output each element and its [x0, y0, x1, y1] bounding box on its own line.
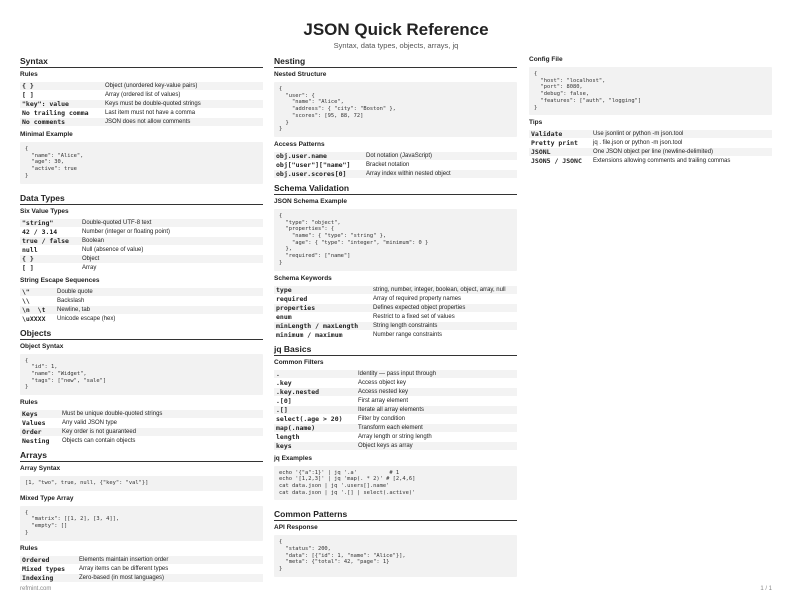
page-subtitle: Syntax, data types, objects, arrays, jq [333, 41, 459, 50]
row-key: [ ] [20, 91, 103, 100]
table-row [20, 564, 263, 573]
table-row [274, 441, 517, 450]
row-key: .key.nested [274, 387, 356, 396]
column-3 [529, 56, 772, 170]
row-description: Null (absence of value) [80, 245, 263, 254]
jq-filters-table [274, 370, 517, 451]
row-description: Number range constraints [371, 330, 517, 339]
code-block-minimal-example: { "name": "Alice", "age": 30, "active": true } [20, 142, 263, 184]
table-row [20, 254, 263, 263]
section-title-data-types: Data Types [20, 193, 263, 205]
subsection-config-file: Config File [529, 56, 563, 63]
table-row [274, 330, 517, 339]
row-description: Array index within nested object [364, 169, 517, 178]
row-description: Number (integer or floating point) [80, 227, 263, 236]
subsection-array-syntax: Array Syntax [20, 465, 61, 473]
row-description: Dot notation (JavaScript) [364, 152, 517, 161]
section-title-objects: Objects [20, 328, 263, 340]
subsection-object-rules: Rules [20, 399, 38, 407]
table-row [20, 288, 263, 297]
table-row [20, 428, 263, 437]
row-key: \\ [20, 296, 55, 305]
row-description: Access object key [356, 378, 517, 387]
row-description: Key order is not guaranteed [60, 428, 263, 437]
code-block-json-schema-example: { "type": "object", "properties": { "name": { "type": "string" }, "age": { "type": "integer", "minimum": 0 } }, "required": ["name"] } [274, 209, 517, 271]
subsection-jq-examples: jq Examples [274, 454, 312, 462]
row-key: map(.name) [274, 423, 356, 432]
table-row [20, 227, 263, 236]
row-key: minLength / maxLength [274, 321, 371, 330]
row-key: length [274, 432, 356, 441]
table-row [20, 245, 263, 254]
subsection-escape-sequences: String Escape Sequences [20, 276, 100, 284]
row-description: Filter by condition [356, 414, 517, 423]
row-key: { } [20, 82, 103, 91]
table-row [274, 370, 517, 379]
row-description: Object [80, 254, 263, 263]
array-rules-table [20, 556, 263, 583]
table-row [274, 321, 517, 330]
row-key: Indexing [20, 573, 77, 582]
row-key: Nesting [20, 437, 60, 446]
table-row [20, 82, 263, 91]
table-row [274, 312, 517, 321]
section-title-schema-validation: Schema Validation [274, 183, 517, 195]
row-key: Values [20, 419, 60, 428]
section-title-arrays: Arrays [20, 450, 263, 462]
row-description: Boolean [80, 236, 263, 245]
row-key: [ ] [20, 263, 80, 272]
row-key: Keys [20, 410, 60, 419]
row-description: Last item must not have a comma [103, 109, 263, 118]
section-title-syntax: Syntax [20, 56, 263, 68]
row-description: Defines expected object properties [371, 303, 517, 312]
data-types-table [20, 219, 263, 273]
row-description: Transform each element [356, 423, 517, 432]
row-key: No trailing comma [20, 109, 103, 118]
row-description: Keys must be double-quoted strings [103, 100, 263, 109]
row-key: obj.user.scores[0] [274, 169, 364, 178]
subsection-array-rules: Rules [20, 544, 38, 552]
schema-keywords-table [274, 286, 517, 340]
table-row [20, 219, 263, 228]
subsection-object-syntax: Object Syntax [20, 342, 64, 350]
table-row [529, 130, 772, 139]
table-row [274, 294, 517, 303]
row-key: Validate [529, 130, 591, 139]
row-description: First array element [356, 396, 517, 405]
table-row [20, 314, 263, 323]
subsection-schema-keywords: Schema Keywords [274, 274, 332, 282]
row-description: Array items can be different types [77, 564, 263, 573]
row-description: Identity — pass input through [356, 370, 517, 379]
code-block-api-response: { "status": 200, "data": [{"id": 1, "name": "Alice"}], "meta": {"total": 42, "page": 1} } [274, 535, 517, 577]
footer-page-number: 1 / 1 [760, 586, 772, 592]
table-row [20, 305, 263, 314]
table-row [529, 157, 772, 166]
subsection-six-value-types: Six Value Types [20, 207, 69, 215]
table-row [274, 387, 517, 396]
section-title-common-patterns: Common Patterns [274, 509, 517, 521]
row-key: properties [274, 303, 371, 312]
table-row [20, 109, 263, 118]
row-description: Objects can contain objects [60, 437, 263, 446]
row-key: .[0] [274, 396, 356, 405]
syntax-rules-table [20, 82, 263, 127]
subsection-mixed-type-array: Mixed Type Array [20, 494, 74, 502]
escape-sequences-table [20, 288, 263, 324]
row-key: "string" [20, 219, 80, 228]
table-row [20, 410, 263, 419]
row-key: \n \t [20, 305, 55, 314]
row-key: { } [20, 254, 80, 263]
table-row [274, 432, 517, 441]
table-row [274, 160, 517, 169]
table-row [274, 378, 517, 387]
row-key: Pretty print [529, 139, 591, 148]
row-description: String length constraints [371, 321, 517, 330]
table-row [274, 405, 517, 414]
row-description: Bracket notation [364, 160, 517, 169]
row-key: minimum / maximum [274, 330, 371, 339]
table-row [274, 303, 517, 312]
row-description: jq . file.json or python -m json.tool [591, 139, 772, 148]
table-row [274, 152, 517, 161]
row-key: Mixed types [20, 564, 77, 573]
row-key: JSONL [529, 148, 591, 157]
subsection-api-response: API Response [274, 524, 318, 532]
table-row [20, 91, 263, 100]
table-row [274, 423, 517, 432]
row-key: Ordered [20, 556, 77, 565]
subsection-access-patterns: Access Patterns [274, 140, 325, 148]
row-key: . [274, 370, 356, 379]
footer-site: refmint.com [20, 586, 52, 592]
row-key: .key [274, 378, 356, 387]
subsection-rules: Rules [20, 71, 38, 78]
tips-table [529, 130, 772, 166]
row-description: Use jsonlint or python -m json.tool [591, 130, 772, 139]
row-key: JSON5 / JSONC [529, 157, 591, 166]
row-key: 42 / 3.14 [20, 227, 80, 236]
row-description: Newline, tab [55, 305, 263, 314]
section-title-jq-basics: jq Basics [274, 344, 517, 356]
table-row [274, 414, 517, 423]
row-description: Double-quoted UTF-8 text [80, 219, 263, 228]
subsection-json-schema-example: JSON Schema Example [274, 197, 347, 205]
row-key: null [20, 245, 80, 254]
row-description: Array of required property names [371, 294, 517, 303]
page-header [0, 20, 792, 50]
row-description: Backslash [55, 296, 263, 305]
row-description: Any valid JSON type [60, 419, 263, 428]
row-key: true / false [20, 236, 80, 245]
row-description: Double quote [55, 288, 263, 297]
table-row [529, 139, 772, 148]
code-block-jq-examples: echo '{"a":1}' | jq '.a' # 1 echo '[1,2,3]' | jq 'map(. * 2)' # [2,4,6] cat data.json | jq '.users[].name' cat data.json | jq '.[] | select(.active)' [274, 466, 517, 501]
row-description: Unicode escape (hex) [55, 314, 263, 323]
row-key: .[] [274, 405, 356, 414]
row-description: Array [80, 263, 263, 272]
object-rules-table [20, 410, 263, 446]
row-key: select(.age > 20) [274, 414, 356, 423]
table-row [20, 419, 263, 428]
row-description: Restrict to a fixed set of values [371, 312, 517, 321]
row-description: string, number, integer, boolean, object, array, null [371, 286, 517, 295]
subsection-tips: Tips [529, 119, 543, 127]
row-description: One JSON object per line (newline-delimited) [591, 148, 772, 157]
row-key: No comments [20, 118, 103, 127]
row-description: Object (unordered key-value pairs) [103, 82, 263, 91]
row-description: JSON does not allow comments [103, 118, 263, 127]
row-key: \uXXXX [20, 314, 55, 323]
code-block-nested-structure: { "user": { "name": "Alice", "address": { "city": "Boston" }, "scores": [95, 88, 72] } } [274, 82, 517, 137]
table-row [274, 396, 517, 405]
row-description: Array (ordered list of values) [103, 91, 263, 100]
row-key: required [274, 294, 371, 303]
table-row [20, 236, 263, 245]
table-row [20, 100, 263, 109]
table-row [20, 263, 263, 272]
row-key: \" [20, 288, 55, 297]
subsection-common-filters: Common Filters [274, 358, 324, 366]
table-row [20, 296, 263, 305]
table-row [20, 573, 263, 582]
code-block-mixed-type-array: { "matrix": [[1, 2], [3, 4]], "empty": [] } [20, 506, 263, 541]
row-description: Object keys as array [356, 441, 517, 450]
row-description: Extensions allowing comments and trailing commas [591, 157, 772, 166]
row-description: Elements maintain insertion order [77, 556, 263, 565]
row-key: enum [274, 312, 371, 321]
column-1 [20, 56, 263, 587]
code-block-config-file: { "host": "localhost", "port": 8080, "debug": false, "features": ["auth", "logging"] } [529, 67, 772, 115]
row-description: Zero-based (in most languages) [77, 573, 263, 582]
column-2 [274, 56, 517, 581]
table-row [274, 169, 517, 178]
code-block-array-syntax: [1, "two", true, null, {"key": "val"}] [20, 476, 263, 491]
row-description: Iterate all array elements [356, 405, 517, 414]
table-row [20, 437, 263, 446]
row-key: "key": value [20, 100, 103, 109]
row-description: Must be unique double-quoted strings [60, 410, 263, 419]
row-key: obj.user.name [274, 152, 364, 161]
row-key: keys [274, 441, 356, 450]
access-patterns-table [274, 152, 517, 179]
section-title-nesting: Nesting [274, 56, 517, 68]
subsection-minimal-example: Minimal Example [20, 131, 73, 138]
row-description: Array length or string length [356, 432, 517, 441]
table-row [20, 118, 263, 127]
table-row [529, 148, 772, 157]
row-key: type [274, 286, 371, 295]
row-description: Access nested key [356, 387, 517, 396]
page-title: JSON Quick Reference [303, 20, 489, 39]
table-row [274, 286, 517, 295]
table-row [20, 556, 263, 565]
code-block-object-syntax: { "id": 1, "name": "Widget", "tags": ["new", "sale"] } [20, 354, 263, 396]
row-key: Order [20, 428, 60, 437]
row-key: obj["user"]["name"] [274, 160, 364, 169]
subsection-nested-structure: Nested Structure [274, 71, 327, 78]
